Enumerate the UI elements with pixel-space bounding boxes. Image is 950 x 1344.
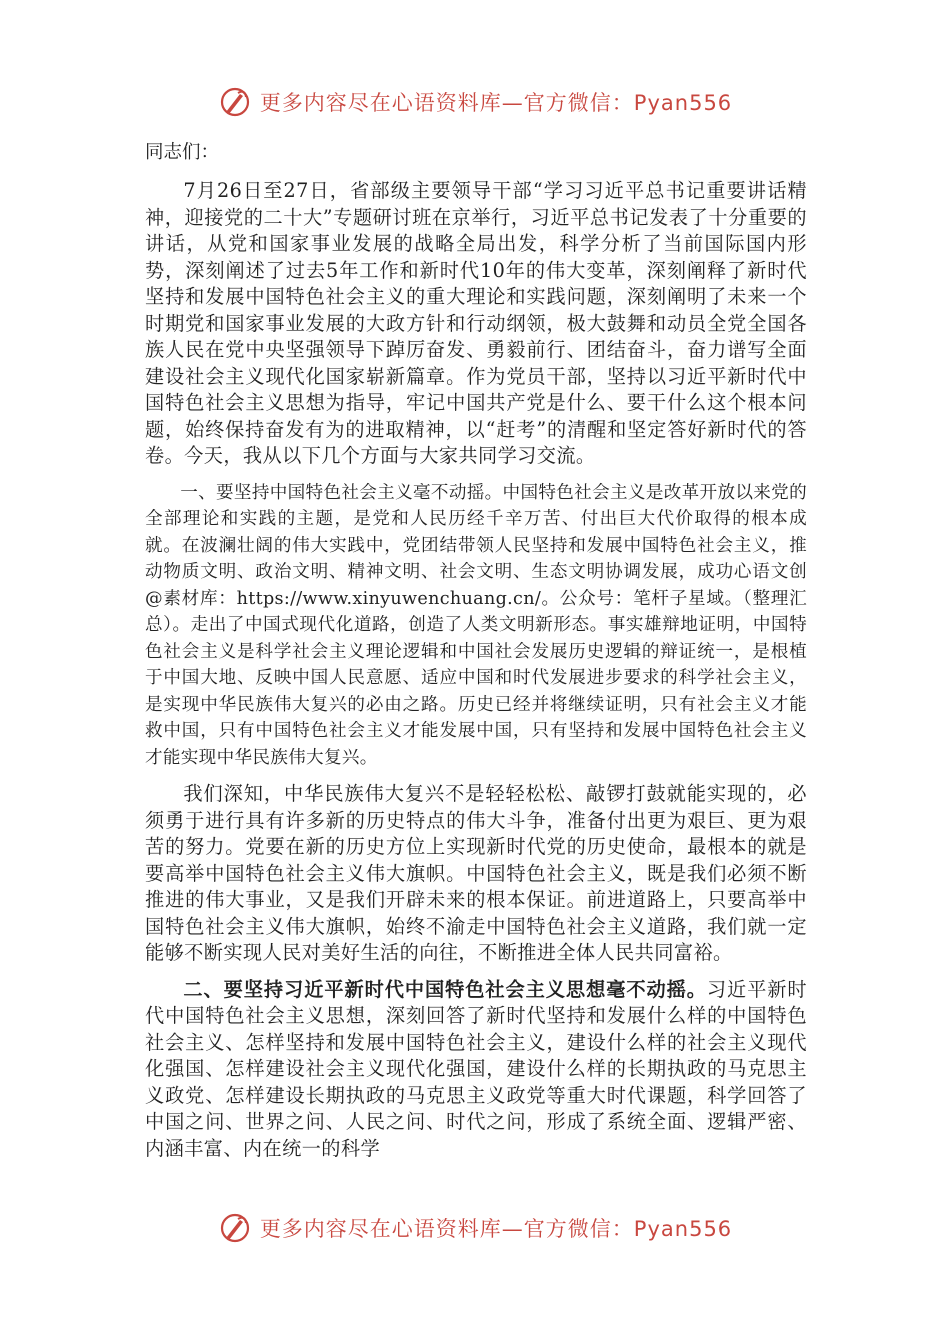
section-two-body: 习近平新时代中国特色社会主义思想，深刻回答了新时代坚持和发展什么样的中国特色社会主义、怎样坚持和发展中国特色社会主义，建设什么样的社会主义现代化强国、怎样建设社会主义现代化强国，建设什么样的长期执政的马克思主义政党、怎样建设长期执政的马克思主义政党等重大时代课题，科学回答了中国之问、世界之问、人民之问、时代之问，形成了系统全面、逻辑严密、内涵丰富、内在统一的科学 xyxy=(145,977,807,1160)
document-body xyxy=(145,140,807,1172)
greeting: 同志们： xyxy=(145,142,220,163)
section-two-heading: 二、要坚持习近平新时代中国特色社会主义思想毫不动摇。 xyxy=(183,977,707,1001)
paragraph-section-one: 一、要坚持中国特色社会主义毫不动摇。中国特色社会主义是改革开放以来党的全部理论和实践的主题，是党和人民历经千辛万苦、付出巨大代价取得的根本成就。在波澜壮阔的伟大实践中，党团结带领人民坚持和发展中国特色社会主义，推动物质文明、政治文明、精神文明、社会文明、生态文明协调发展，成功心语文创@素材库：https://www.xinyuwenchuang.cn/。公众号：笔杆子星域。（整理汇总）。走出了中国式现代化道路，创造了人类文明新形态。事实雄辩地证明，中国特色社会主义是科学社会主义理论逻辑和中国社会发展历史逻辑的辩证统一，是根植于中国大地、反映中国人民意愿、适应中国和时代发展进步要求的科学社会主义，是实现中华民族伟大复兴的必由之路。历史已经并将继续证明，只有社会主义才能救中国，只有中国特色社会主义才能发展中国，只有坚持和发展中国特色社会主义才能实现中华民族伟大复兴。 xyxy=(145,482,807,768)
paragraph-section-two xyxy=(145,977,807,1163)
banner-text: 更多内容尽在心语资料库—官方微信：Pyan556 xyxy=(259,1217,733,1241)
paragraph-revival: 我们深知，中华民族伟大复兴不是轻轻松松、敲锣打鼓就能实现的，必须勇于进行具有许多新的历史特点的伟大斗争，准备付出更为艰巨、更为艰苦的努力。党要在新的历史方位上实现新时代党的历史使命，最根本的就是要高举中国特色社会主义伟大旗帜。中国特色社会主义，既是我们必须不断推进的伟大事业，又是我们开辟未来的根本保证。前进道路上，只要高举中国特色社会主义伟大旗帜，始终不渝走中国特色社会主义道路，我们就一定能够不断实现人民对美好生活的向往，不断推进全体人民共同富裕。 xyxy=(145,782,807,964)
footer-watermark-banner xyxy=(0,1206,950,1250)
header-watermark-banner xyxy=(0,80,950,124)
pen-logo-icon xyxy=(218,85,252,119)
pen-logo-icon xyxy=(218,1211,252,1245)
paragraph-intro: 7月26日至27日，省部级主要领导干部“学习习近平总书记重要讲话精神，迎接党的二十大”专题研讨班在京举行，习近平总书记发表了十分重要的讲话，从党和国家事业发展的战略全局出发，科学分析了当前国际国内形势，深刻阐述了过去5年工作和新时代10年的伟大变革，深刻阐释了新时代坚持和发展中国特色社会主义的重大理论和实践问题，深刻阐明了未来一个时期党和国家事业发展的大政方针和行动纲领，极大鼓舞和动员全党全国各族人民在党中央坚强领导下踔厉奋发、勇毅前行、团结奋斗，奋力谱写全面建设社会主义现代化国家崭新篇章。作为党员干部，坚持以习近平新时代中国特色社会主义思想为指导，牢记中国共产党是什么、要干什么这个根本问题，始终保持奋发有为的进取精神，以“赶考”的清醒和坚定答好新时代的答卷。今天，我从以下几个方面与大家共同学习交流。 xyxy=(145,179,807,467)
banner-text: 更多内容尽在心语资料库—官方微信：Pyan556 xyxy=(259,91,733,115)
